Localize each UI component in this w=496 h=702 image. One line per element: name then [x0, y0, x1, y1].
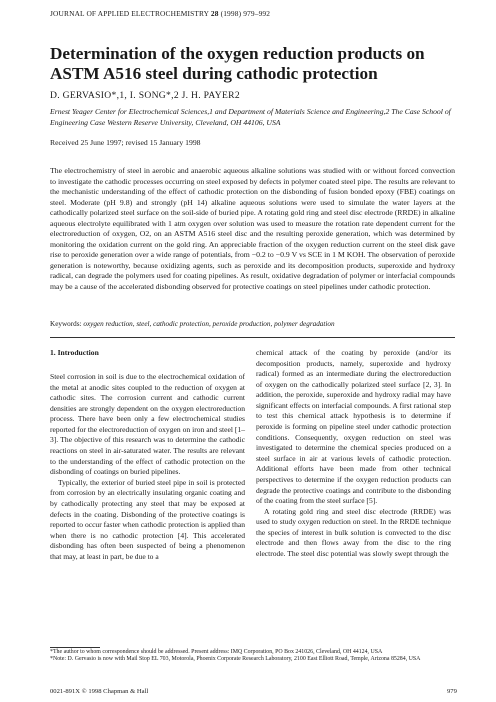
section-heading: 1. Introduction: [50, 348, 99, 357]
paragraph: Steel corrosion in soil is due to the electrochemical oxidation of the metal at anodic sites coupled to the reduction of oxygen at cathodic sites. The corrosion current and cathodic current densities are strongly dependent on the oxygen electroreduction process. There have been only a few electrochemical studies reported for the electroreduction of oxygen on iron and steel [1–3]. The objective of this research was to determine the cathodic reactions on steel in air-saturated water. The results are relevant to the understanding of the effect of cathodic protection on the disbonding of coatings on buried pipelines.: [50, 372, 245, 477]
paragraph: Typically, the exterior of buried steel pipe in soil is protected from corrosion by an electrically insulating organic coating and by cathodically protecting any steel that may be exposed at defects in the coating. Disbonding of the protective coatings is reported to occur faster when cathodic protection is applied than when there is no cathodic protection [4]. This accelerated disbonding has often been suspected of being a phenomenon that may, at least in part, be due to a: [50, 477, 245, 561]
journal-name: JOURNAL OF APPLIED ELECTROCHEMISTRY: [50, 9, 209, 18]
abstract: The electrochemistry of steel in aerobic and anaerobic aqueous alkaline solutions was studied with or without forced convection to investigate the cathodic processes occurring on steel exposed by defects in polymer coated steel pipe. The results are relevant to the mechanistic understanding of the effect of cathodic protection on the disbonding of fusion bonded epoxy (FBE) coatings on steel. Moderate (pH 9.8) and strongly (pH 14) alkaline aqueous solutions were used to simulate the water layers at the cathodically polarized steel surface on the soil-side of buried pipe. A rotating gold ring and steel disc electrode (RRDE) in alkaline aqueous electrolyte equilibrated with 1 atm oxygen over solution was used to measure the rotation rate dependent current for the electroreduction of oxygen, O2, on an ASTM A516 steel disc and the resulting peroxide generation, which was determined by monitoring the oxidation current on the gold ring. An appreciable fraction of the oxygen reduction current on the steel disk gave rise to peroxide generation over a wide range of potentials, from −0.2 to −0.9 V vs SCE in 1 M KOH. The observation of peroxide generation is noteworthy, because oxidizing agents, such as peroxide and its decomposition products, superoxide and hydroxy radical, can degrade the polymers used for coating pipelines. As result, oxidative degradation of polymer or interfacial compounds may be a cause of the accelerated disbonding observed for protective coatings on steel pipelines under cathodic protection.: [50, 166, 455, 292]
keywords: [50, 320, 335, 328]
footnote: *The author to whom correspondence should be addressed. Present address: IMQ Corporation, PO Box 241026, Cleveland, OH 44124, USA: [50, 649, 383, 655]
footnote-divider: [50, 647, 100, 648]
page-number: 979: [447, 688, 457, 695]
keywords-label: Keywords:: [50, 320, 82, 328]
footnotes: [50, 649, 455, 664]
copyright-line: 0021-891X © 1998 Chapman & Hall: [50, 688, 149, 695]
journal-header: [50, 9, 270, 18]
affiliation: Ernest Yeager Center for Electrochemical Sciences,1 and Department of Materials Science and Engineering,2 The Case School of Engineering Case Western Reserve University, Cleveland, OH 44106, USA: [50, 107, 451, 127]
author-list: D. GERVASIO*,1, I. SONG*,2 J. H. PAYER2: [50, 90, 240, 101]
paragraph: chemical attack of the coating by peroxide (and/or its decomposition products, namely, superoxide and hydroxy radical) formed as an intermediate during the electroreduction of oxygen on the cathodically polarized steel surface [2, 3]. In addition, the peroxide, superoxide and hydroxy radial may have significant effects on interfacial compounds. A first rational step to test this chemical attack hypothesis is to determine if peroxide is forming on pipeline steel under cathodic protection conditions. Consequently, oxygen reduction on steel was investigated to determine the chemical species produced on a steel surface in air at various levels of cathodic protection. Additional efforts have been made from other technical perspectives to determine if the oxygen reduction products can degrade the protective coatings and contribute to the disbonding of the coating from the steel surface [5].: [256, 348, 451, 506]
keywords-text: oxygen reduction, steel, cathodic protection, peroxide production, polymer degradation: [83, 320, 335, 328]
paragraph: A rotating gold ring and steel disc electrode (RRDE) was used to study oxygen reduction on steel. In the RRDE technique the species of interest in bulk solution is convected to the disc electrode and then flows away from the disc to the ring electrode. The steel disc potential was slowly swept through the: [256, 506, 451, 558]
received-dates: Received 25 June 1997; revised 15 January 1998: [50, 138, 201, 147]
journal-year-pages: (1998) 979–992: [220, 9, 271, 18]
abstract-divider: [50, 337, 455, 338]
paper-title: Determination of the oxygen reduction products on ASTM A516 steel during cathodic protection: [50, 44, 425, 83]
left-column: [50, 348, 245, 562]
right-column: [256, 348, 451, 560]
footnote: *Note: D. Gervasio is now with Mail Stop EL 703, Motorola, Phoenix Corporate Research Laboratory, 2100 East Elliott Road, Temple, Arizona 85284, USA: [50, 656, 421, 663]
journal-volume: 28: [210, 9, 219, 18]
